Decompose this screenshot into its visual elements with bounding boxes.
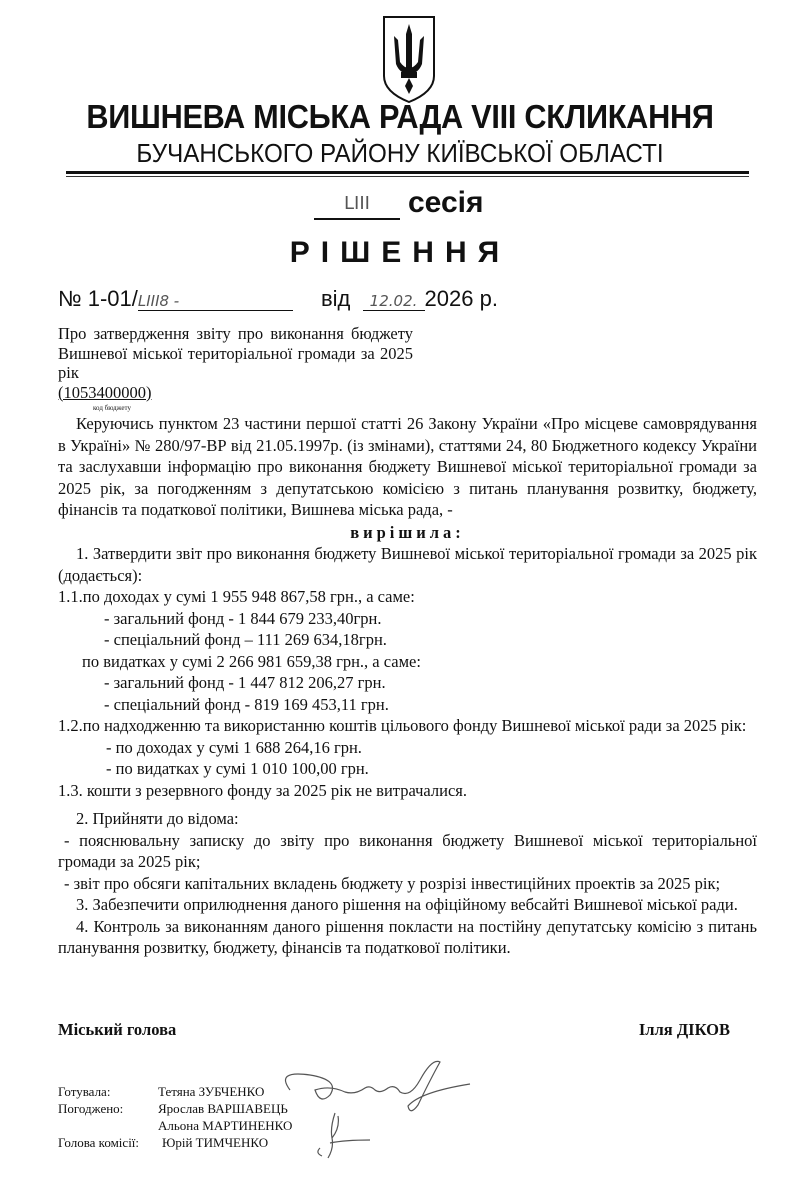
item-4: 4. Контроль за виконанням даного рішення покласти на постійну депутатську комісію з питань планування розвитку, бюджету, фінансів та податкової політики.	[58, 916, 757, 957]
subject-text: Про затвердження звіту про виконання бюджету Вишневої міської територіальної громади за 2025 рік	[58, 324, 413, 382]
session-label: сесія	[408, 186, 484, 219]
approval-row	[58, 1117, 292, 1134]
decision-body	[58, 413, 757, 959]
approval-name: Ярослав ВАРШАВЕЦЬ	[158, 1101, 288, 1116]
approval-name: Альона МАРТИНЕНКО	[158, 1118, 293, 1133]
item-2-b: - звіт про обсяги капітальних вкладень бюджету у розрізі інвестиційних проектів за 2025 рік;	[64, 873, 721, 893]
item-1: 1. Затвердити звіт про виконання бюджету Вишневої міської територіальної громади за 2025 рік (додається):	[58, 544, 757, 585]
approval-row	[58, 1083, 264, 1100]
session-number-handwritten: LIII	[314, 190, 400, 220]
document-title: РІШЕННЯ	[289, 236, 511, 269]
council-title: ВИШНЕВА МІСЬКА РАДА VIII СКЛИКАННЯ	[86, 98, 714, 135]
item-1-1-expenditures: по видатках у сумі 2 266 981 659,38 грн., а саме:	[82, 651, 421, 671]
budget-code: (1053400000)	[58, 382, 152, 402]
decision-number-handwritten: LIII8 -	[138, 292, 293, 311]
approval-name: Тетяна ЗУБЧЕНКО	[158, 1084, 265, 1099]
mayor-name: Ілля ДІКОВ	[638, 1020, 730, 1039]
item-1-2-expenses: - по видатках у сумі 1 010 100,00 грн.	[106, 759, 369, 778]
header-rule-thick	[66, 171, 749, 174]
coat-of-arms-icon	[380, 14, 438, 104]
item-2-a: - пояснювальну записку до звіту про виконання бюджету Вишневої міської територіальної громади за 2025 рік;	[58, 830, 757, 871]
item-1-3: 1.3. кошти з резервного фонду за 2025 рік не витрачалися.	[58, 780, 467, 800]
item-1-2-income: - по доходах у сумі 1 688 264,16 грн.	[106, 737, 362, 757]
item-1-1: 1.1.по доходах у сумі 1 955 948 867,58 грн., а саме:	[58, 587, 415, 606]
approval-label: Голова комісії:	[58, 1135, 140, 1150]
approval-label: Готувала:	[58, 1084, 111, 1099]
decision-number-line	[58, 286, 498, 312]
item-1-1-exp-special-fund: - спеціальний фонд - 819 169 453,11 грн.	[104, 694, 389, 714]
decision-number-prefix: № 1-01/	[58, 286, 138, 311]
item-1-1-special-fund: - спеціальний фонд – 111 269 634,18грн.	[104, 630, 387, 649]
signature-martynenko-icon	[300, 1108, 380, 1168]
item-2: 2. Прийняти до відома:	[76, 809, 239, 828]
district-subtitle: БУЧАНСЬКОГО РАЙОНУ КИЇВСЬКОЇ ОБЛАСТІ	[136, 138, 664, 168]
approval-row	[58, 1134, 268, 1151]
approval-label: Погоджено:	[58, 1101, 124, 1116]
header-rule-thin	[66, 176, 749, 177]
decision-subject	[58, 324, 413, 402]
preamble: Керуючись пунктом 23 частини першої статті 26 Закону України «Про місцеве самоврядування в Україні» № 280/97-ВР від 21.05.1997р. (із змінами), статтями 24, 80 Бюджетного кодексу України та заслухавши інформацію про виконання бюджету Вишневої міської територіальної громади за 2025 рік, за погодженням з депутатською комісією з питань планування розвитку, бюджету, фінансів та податкової політики, Вишнева міська рада, -	[58, 414, 757, 519]
decision-year: 2026 р.	[424, 286, 498, 311]
approval-name: Юрій ТИМЧЕНКО	[162, 1135, 269, 1150]
budget-code-label: код бюджету	[93, 404, 131, 412]
approval-row	[58, 1100, 288, 1117]
item-1-2: 1.2.по надходженню та використанню коштів цільового фонду Вишневої міської ради за 2025 рік:	[58, 716, 747, 735]
item-3: 3. Забезпечити оприлюднення даного рішення на офіційному вебсайті Вишневої міської ради.	[76, 895, 738, 914]
date-handwritten: 12.02.	[363, 292, 425, 311]
resolved-heading: вирішила:	[350, 522, 465, 542]
session-line	[314, 186, 484, 220]
from-label: від	[320, 286, 351, 311]
item-1-1-general-fund: - загальний фонд - 1 844 679 233,40грн.	[104, 608, 382, 628]
item-1-1-exp-general-fund: - загальний фонд - 1 447 812 206,27 грн.	[104, 673, 386, 692]
mayor-position: Міський голова	[58, 1020, 177, 1039]
